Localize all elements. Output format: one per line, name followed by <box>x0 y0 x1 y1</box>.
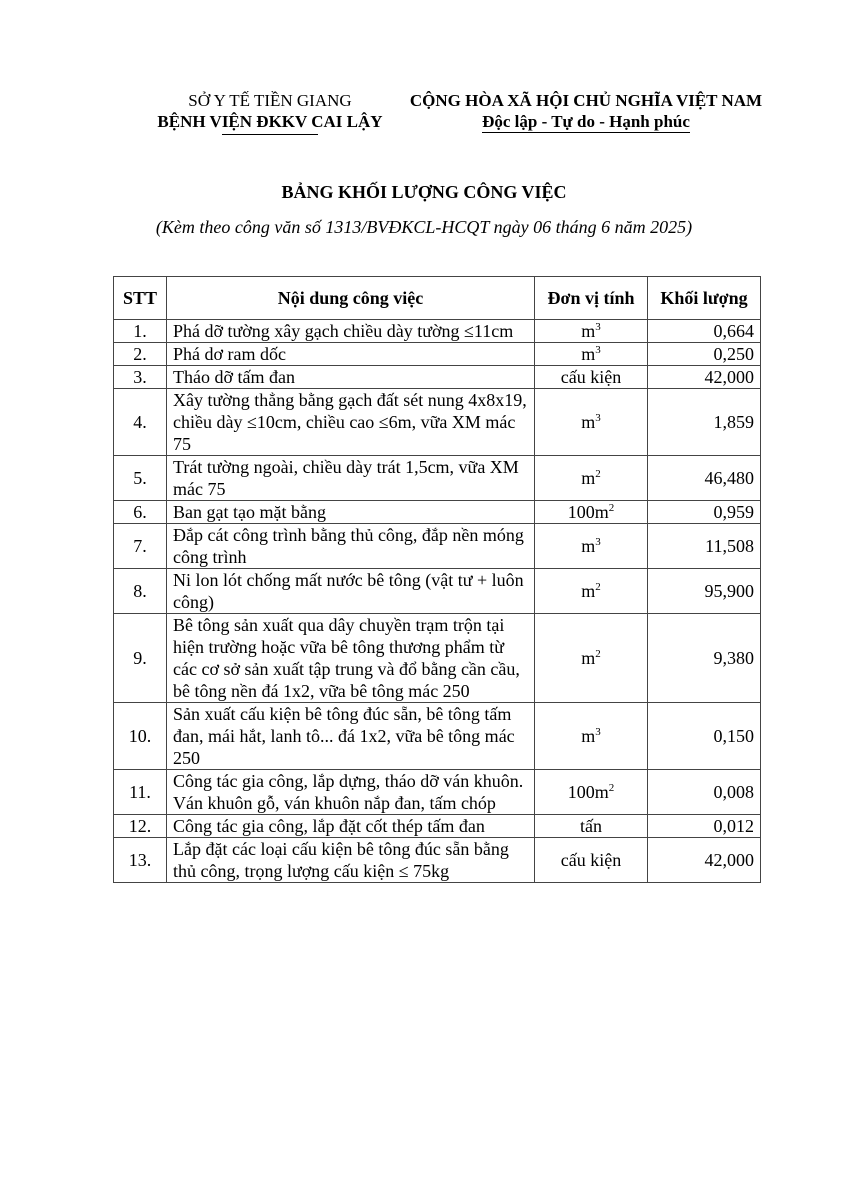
work-description: Sản xuất cấu kiện bê tông đúc sẵn, bê tông tấm đan, mái hắt, lanh tô... đá 1x2, vữa bê tông mác 250 <box>167 703 535 770</box>
row-number: 8. <box>114 569 167 614</box>
column-header-quantity: Khối lượng <box>648 277 761 320</box>
unit-cell <box>535 569 648 614</box>
unit-exponent: 3 <box>595 344 601 356</box>
table-row <box>114 389 761 456</box>
table-row <box>114 770 761 815</box>
national-title: CỘNG HÒA XÃ HỘI CHỦ NGHĨA VIỆT NAM <box>409 91 763 110</box>
table-header-row <box>114 277 761 320</box>
unit-cell <box>535 703 648 770</box>
unit-cell <box>535 389 648 456</box>
column-header-stt: STT <box>114 277 167 320</box>
quantity-value: 0,150 <box>648 703 761 770</box>
national-header <box>380 90 792 133</box>
work-description: Tháo dỡ tấm đan <box>167 366 535 389</box>
national-motto: Độc lập - Tự do - Hạnh phúc <box>482 112 690 131</box>
quantity-value: 95,900 <box>648 569 761 614</box>
work-description: Phá dỡ tường xây gạch chiều dày tường ≤11cm <box>167 320 535 343</box>
unit-cell <box>535 320 648 343</box>
unit-cell <box>535 838 648 883</box>
quantity-value: 42,000 <box>648 366 761 389</box>
table-row <box>114 456 761 501</box>
unit-exponent: 2 <box>595 468 601 480</box>
row-number: 11. <box>114 770 167 815</box>
row-number: 7. <box>114 524 167 569</box>
unit-exponent: 3 <box>595 321 601 333</box>
table-row <box>114 501 761 524</box>
row-number: 9. <box>114 614 167 703</box>
unit-text: m <box>581 536 596 556</box>
quantity-value: 1,859 <box>648 389 761 456</box>
row-number: 6. <box>114 501 167 524</box>
row-number: 10. <box>114 703 167 770</box>
unit-text: m <box>581 726 596 746</box>
row-number: 2. <box>114 343 167 366</box>
unit-cell <box>535 815 648 838</box>
quantity-value: 42,000 <box>648 838 761 883</box>
table-row <box>114 366 761 389</box>
table-row <box>114 524 761 569</box>
unit-exponent: 3 <box>595 412 601 424</box>
column-header-unit: Đơn vị tính <box>535 277 648 320</box>
unit-exponent: 2 <box>608 502 615 514</box>
unit-text: cấu kiện <box>560 850 622 870</box>
table-row <box>114 343 761 366</box>
table-row <box>114 320 761 343</box>
unit-text: m <box>581 412 596 432</box>
table-body <box>114 320 761 883</box>
quantity-value: 0,250 <box>648 343 761 366</box>
unit-text: m <box>581 321 596 341</box>
row-number: 4. <box>114 389 167 456</box>
work-description: Bê tông sản xuất qua dây chuyền trạm trộn tại hiện trường hoặc vữa bê tông thương phẩm từ các cơ sở sản xuất tập trung và đổ bằng cần cầu, bê tông nền đá 1x2, vữa bê tông mác 250 <box>167 614 535 703</box>
column-header-content: Nội dung công việc <box>167 277 535 320</box>
issuing-organization <box>120 90 420 135</box>
table-row <box>114 569 761 614</box>
row-number: 12. <box>114 815 167 838</box>
work-description: Xây tường thẳng bằng gạch đất sét nung 4x8x19, chiều dày ≤10cm, chiều cao ≤6m, vữa XM mác 75 <box>167 389 535 456</box>
table-row <box>114 614 761 703</box>
table-row <box>114 703 761 770</box>
quantity-value: 11,508 <box>648 524 761 569</box>
unit-cell <box>535 501 648 524</box>
unit-cell <box>535 524 648 569</box>
quantity-value: 0,664 <box>648 320 761 343</box>
work-description: Lắp đặt các loại cấu kiện bê tông đúc sẵn bằng thủ công, trọng lượng cấu kiện ≤ 75kg <box>167 838 535 883</box>
unit-text: m <box>581 468 596 488</box>
unit-text: m <box>581 648 596 668</box>
unit-cell <box>535 366 648 389</box>
quantity-value: 46,480 <box>648 456 761 501</box>
unit-exponent: 2 <box>595 648 601 660</box>
unit-cell <box>535 343 648 366</box>
unit-exponent: 2 <box>608 782 615 794</box>
unit-text: tấn <box>580 816 602 836</box>
work-description: Ban gạt tạo mặt bằng <box>167 501 535 524</box>
unit-cell <box>535 456 648 501</box>
quantity-value: 0,008 <box>648 770 761 815</box>
quantity-value: 0,959 <box>648 501 761 524</box>
unit-text: m <box>581 581 596 601</box>
unit-exponent: 3 <box>595 726 601 738</box>
unit-cell <box>535 614 648 703</box>
hospital-name: BỆNH VIỆN ĐKKV CAI LẬY <box>157 112 383 131</box>
row-number: 1. <box>114 320 167 343</box>
row-number: 13. <box>114 838 167 883</box>
table-row <box>114 838 761 883</box>
header-divider <box>222 134 318 135</box>
unit-text: m <box>581 344 596 364</box>
unit-text: cấu kiện <box>560 367 622 387</box>
work-description: Công tác gia công, lắp dựng, tháo dỡ ván khuôn. Ván khuôn gỗ, ván khuôn nắp đan, tấm chóp <box>167 770 535 815</box>
unit-text: 100m <box>567 782 609 802</box>
quantity-value: 0,012 <box>648 815 761 838</box>
row-number: 5. <box>114 456 167 501</box>
work-description: Công tác gia công, lắp đặt cốt thép tấm đan <box>167 815 535 838</box>
work-description: Phá dơ ram dốc <box>167 343 535 366</box>
work-description: Đắp cát công trình bằng thủ công, đắp nền móng công trình <box>167 524 535 569</box>
work-description: Trát tường ngoài, chiều dày trát 1,5cm, vữa XM mác 75 <box>167 456 535 501</box>
table-row <box>114 815 761 838</box>
unit-exponent: 3 <box>595 536 601 548</box>
work-volume-table <box>113 276 761 883</box>
unit-cell <box>535 770 648 815</box>
document-title: BẢNG KHỐI LƯỢNG CÔNG VIỆC <box>281 182 567 202</box>
unit-text: 100m <box>567 502 609 522</box>
unit-exponent: 2 <box>595 581 601 593</box>
row-number: 3. <box>114 366 167 389</box>
department-name: SỞ Y TẾ TIỀN GIANG <box>188 91 352 110</box>
work-description: Ni lon lót chống mất nước bê tông (vật tư + luôn công) <box>167 569 535 614</box>
quantity-value: 9,380 <box>648 614 761 703</box>
document-subtitle: (Kèm theo công văn số 1313/BVĐKCL-HCQT ngày 06 tháng 6 năm 2025) <box>155 217 693 237</box>
